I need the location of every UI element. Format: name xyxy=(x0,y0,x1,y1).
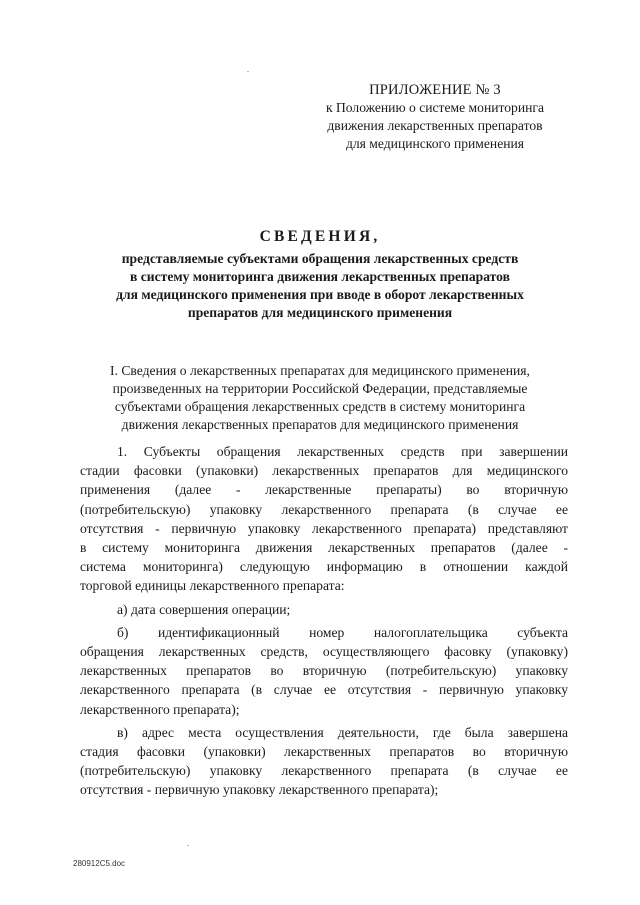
paragraph-b-line: обращения лекарственных средств, осуществляющего фасовку (упаковку) xyxy=(80,644,568,660)
appendix-title: ПРИЛОЖЕНИЕ № 3 xyxy=(369,82,501,98)
paragraph-v-line: отсутствия - первичную упаковку лекарственного препарата); xyxy=(80,782,439,798)
subtitle-line-3: для медицинского применения при вводе в оборот лекарственных xyxy=(116,287,524,302)
subtitle-line-2: в систему мониторинга движения лекарственных препаратов xyxy=(130,269,510,284)
paragraph-1-line: стадии фасовки (упаковки) лекарственных препаратов для медицинского xyxy=(80,463,568,479)
paragraph-1-line: применения (далее - лекарственные препараты) во вторичную xyxy=(80,482,568,498)
paragraph-1-line: 1. Субъекты обращения лекарственных средств при завершении xyxy=(117,444,568,459)
section-line-2: произведенных на территории Российской Федерации, представляемые xyxy=(112,381,528,396)
paragraph-1-line: в систему мониторинга движения лекарственных препаратов (далее - xyxy=(80,540,568,556)
paragraph-b-line: лекарственного препарата); xyxy=(80,701,240,717)
paragraph-1-line: отсутствия - первичную упаковку лекарственного препарата) представляют xyxy=(80,520,568,536)
section-line-3: субъектами обращения лекарственных средств в систему мониторинга xyxy=(114,399,526,414)
document-heading: СВЕДЕНИЯ, xyxy=(259,228,381,245)
paragraph-v xyxy=(80,723,568,800)
section-line-1: I. Сведения о лекарственных препаратах для медицинского применения, xyxy=(110,363,530,378)
scan-speck xyxy=(187,845,189,846)
paragraph-1-line: торговой единицы лекарственного препарата: xyxy=(80,578,345,594)
paragraph-1 xyxy=(80,442,568,596)
paragraph-b xyxy=(80,623,568,719)
document-subtitle xyxy=(80,250,560,322)
paragraph-b-line: лекарственных препаратов во вторичную (потребительскую) упаковку xyxy=(80,663,568,679)
scan-speck xyxy=(247,71,249,72)
paragraph-v-line: стадия фасовки (упаковки) лекарственных препаратов во вторичную xyxy=(80,744,568,760)
section-line-4: движения лекарственных препаратов для медицинского применения xyxy=(121,417,519,432)
appendix-line-2: движения лекарственных препаратов xyxy=(327,118,543,133)
paragraph-b-line: б) идентификационный номер налогоплательщика субъекта xyxy=(117,624,568,640)
paragraph-1-line: система мониторинга) следующую информацию в отношении каждой xyxy=(80,559,568,575)
paragraph-v-line: в) адрес места осуществления деятельности, где была завершена xyxy=(117,724,568,740)
appendix-line-3: для медицинского применения xyxy=(345,136,525,151)
appendix-header xyxy=(300,81,570,153)
document-body xyxy=(80,442,568,800)
paragraph-a-line: а) дата совершения операции; xyxy=(117,601,291,617)
subtitle-line-4: препаратов для медицинского применения xyxy=(187,305,453,320)
paragraph-1-line: (потребительскую) упаковку лекарственного препарата (в случае ее xyxy=(80,501,568,517)
paragraph-v-line: (потребительскую) упаковку лекарственного препарата (в случае ее xyxy=(80,763,568,779)
appendix-line-1: к Положению о системе мониторинга xyxy=(325,100,545,115)
paragraph-a xyxy=(80,600,568,619)
paragraph-b-line: лекарственного препарата (в случае ее отсутствия - первичную упаковку xyxy=(80,682,568,698)
subtitle-line-1: представляемые субъектами обращения лекарственных средств xyxy=(121,251,519,266)
section-heading xyxy=(70,362,570,434)
document-filename: 280912C5.doc xyxy=(73,859,126,868)
